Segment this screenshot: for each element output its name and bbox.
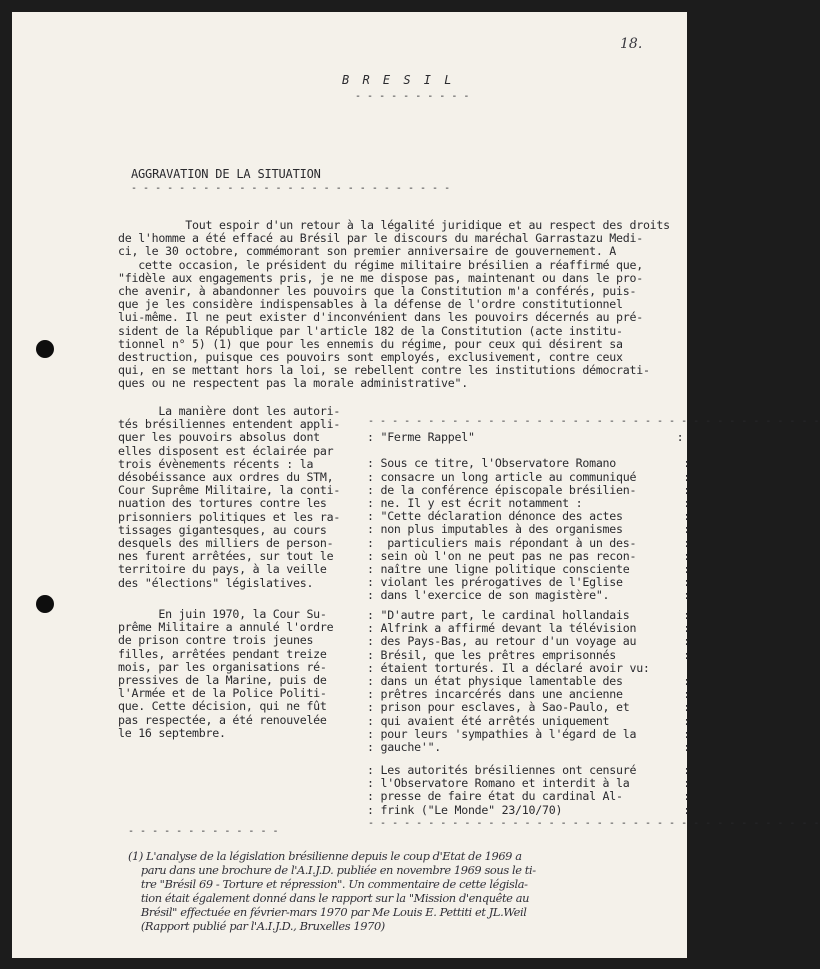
footnote-rule: - - - - - - - - - - - - -	[128, 826, 279, 837]
country-title-underline: - - - - - - - - - -	[355, 91, 470, 102]
left-column-paragraph-1: La manière dont les autori- tés brésiliennes entendent appli- quer les pouvoirs absolus dont elles disposent est éclairée par trois évènements récents : la désobéissance aux ordres du STM, Cour Suprême Militaire, la conti- nuation des tortures contre les prisonniers politiques et les ra- tissages gigantesques, au cours desquels des milliers de person- nes furent arrêtées, sur tout le territoire du pays, à la veille des "élections" législatives.	[118, 404, 341, 590]
box-censure: : Les autorités brésiliennes ont censuré : : l'Observatore Romano et interdit à la : : presse de faire état du cardinal Al- : : frink ("Le Monde" 23/10/70) :	[367, 763, 691, 817]
intro-paragraph: Tout espoir d'un retour à la légalité juridique et au respect des droits de l'homme a été effacé au Brésil par le discours du maréchal Garrastazu Medi- ci, le 30 octobre, commémorant son premier anniversaire de gouvernement. A cette occasion, le président du régime militaire brésilien a réaffirmé que, "fidèle aux engagements pris, je ne me dispose pas, maintenant ou dans le pro- che avenir, à abandonner les pouvoirs que la Constitution m'a conférés, puis- que je les considère indispensables à la défense de l'ordre constitutionnel lui-même. Il ne peut exister d'inconvénient dans les pouvoirs décernés au pré- sident de la République par l'article 182 de la Constitution (acte institu- tionnel n° 5) (1) que pour les ennemis du régime, pour ceux qui désirent sa destruction, puisque ces pouvoirs sont employés, exclusivement, contre ceux qui, en se mettant hors la loi, se rebellent contre les institutions démocrati- ques ou ne respectent pas la morale administrative".	[118, 218, 670, 391]
section-heading: AGGRAVATION DE LA SITUATION	[131, 167, 321, 181]
punch-hole-bottom	[36, 595, 54, 613]
country-title: B R E S I L	[342, 73, 455, 87]
box-cardinal-alfrink: : "D'autre part, le cardinal hollandais : : Alfrink a affirmé devant la télévision : : des Pays-Bas, au retour d'un voyage au : : Brésil, que les prêtres emprisonnés : : étaient torturés. Il a déclaré avoir vu: : dans un état physique lamentable des : : prêtres incarcérés dans une ancienne : : prison pour esclaves, à Sao-Paulo, et : : qui avaient été arrêtés uniquement : : pour leurs 'sympathies à l'égard de la : : gauche'". :	[367, 608, 691, 755]
left-column-paragraph-2: En juin 1970, la Cour Su- prême Militaire a annulé l'ordre de prison contre trois jeunes filles, arrêtées pendant treize mois, par les organisations ré- pressives de la Marine, puis de l'Armée et de la Police Politi- que. Cette décision, qui ne fût pas respectée, a été renouvelée le 16 septembre.	[118, 607, 334, 740]
document-page	[12, 12, 820, 958]
punch-hole-top	[36, 340, 54, 358]
section-heading-underline: - - - - - - - - - - - - - - - - - - - - - - - - - - -	[131, 183, 451, 194]
footnote: (1) L'analyse de la législation brésilienne depuis le coup d'Etat de 1969 a paru dans une brochure de l'A.I.J.D. publiée en novembre 1969 sous le ti- tre "Brésil 69 - Torture et répression". Un commentaire de cette législa- tion était également donné dans le rapport sur la "Mission d'enquête au Brésil" effectuée en février-mars 1970 par Me Louis E. Pettiti et JL.Weil (Rapport publié par l'A.I.J.D., Bruxelles 1970)	[128, 849, 536, 933]
page-number: 18.	[620, 36, 643, 52]
box-ferme-rappel: : "Ferme Rappel" : : Sous ce titre, l'Observatore Romano : : consacre un long article au communiqué : : de la conférence épiscopale brésilien- : : ne. Il y est écrit notamment : : : "Cette déclaration dénonce des actes : : non plus imputables à des organismes : : particuliers mais répondant à un des- : : sein où l'on ne peut pas ne pas recon- : : naître une ligne politique consciente : : violant les prérogatives de l'Eglise : : dans l'exercice de son magistère". :	[367, 430, 691, 603]
box-bottom-rule: - - - - - - - - - - - - - - - - - - - - - - - - - - - - - - - - - - - - - -	[368, 818, 820, 829]
box-top-rule: - - - - - - - - - - - - - - - - - - - - - - - - - - - - - - - - - - - - - -	[368, 416, 820, 427]
